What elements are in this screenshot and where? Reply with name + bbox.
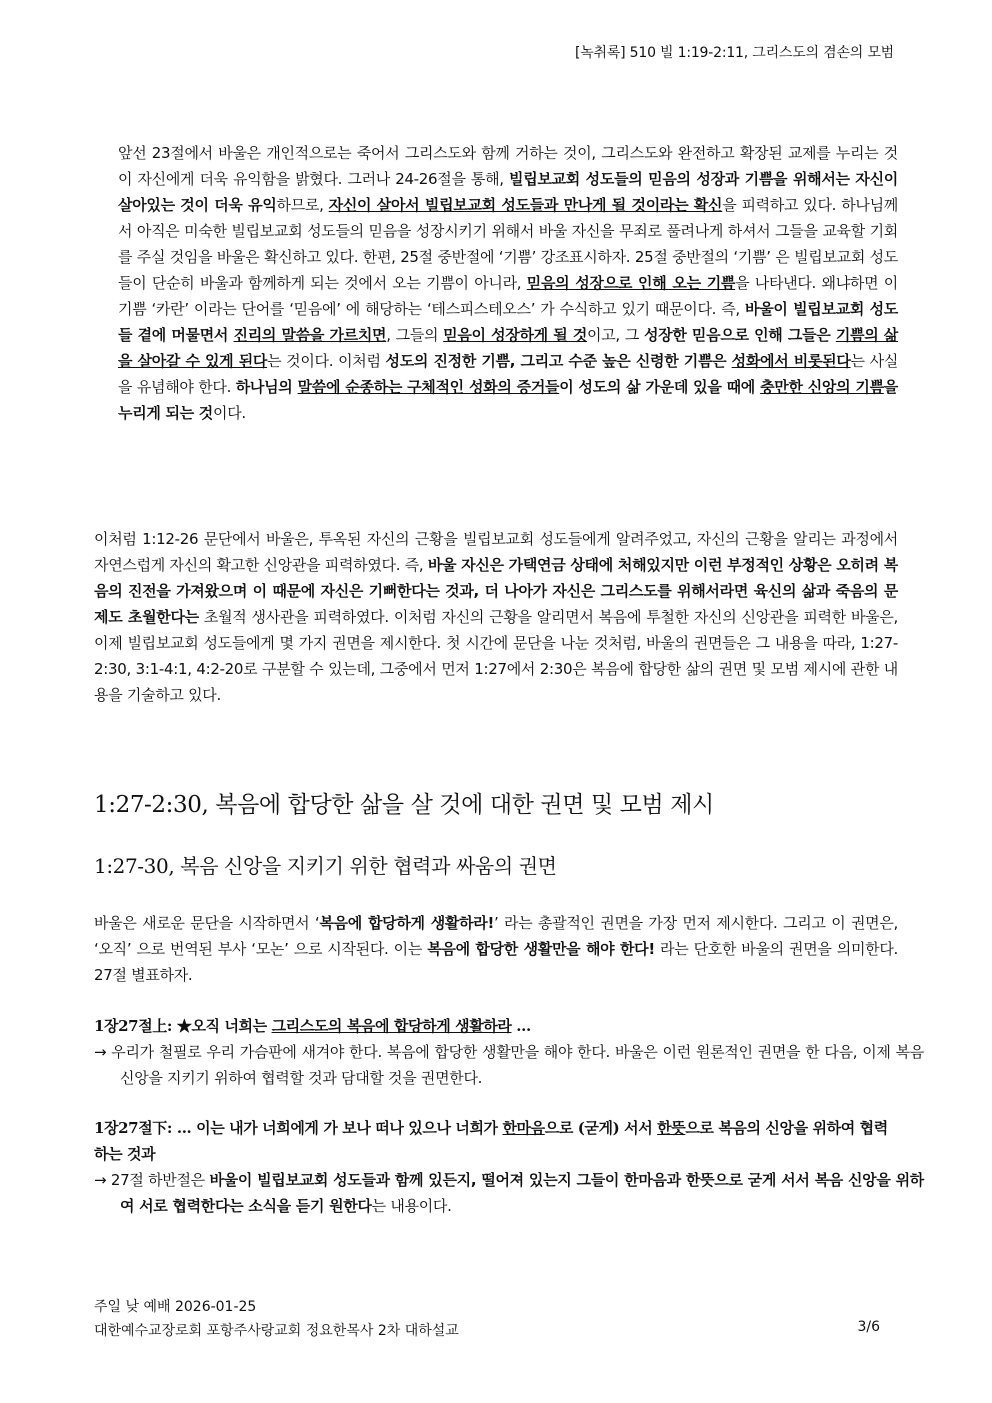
note-1-27a: → 우리가 철필로 우리 가슴판에 새겨야 한다. 복음에 합당한 생활만을 해야 한다. 바울은 이런 원론적인 권면을 한 다음, 이제 복음 신앙을 지키기 위하여 협력할 것과 담대할 것을 권면한다. [94, 1043, 924, 1087]
subsection-heading: 1:27-30, 복음 신앙을 지키기 위한 협력과 싸움의 권면 [94, 854, 557, 878]
paragraph-summary: 이처럼 1:12-26 문단에서 바울은, 투옥된 자신의 근황을 빌립보교회 성도들에게 알려주었고, 자신의 근황을 알리는 과정에서 자연스럽게 자신의 확고한 신앙관을 피력하였다. 즉, 바울 자신은 가택연금 상태에 처해있지만 이런 부정적인 상황은 오히려 복음의 진전을 가져왔으며 이 때문에 자신은 기뻐한다는 것과, 더 나아가 자신은 그리스도를 위해서라면 육신의 삶과 죽음의 문제도 초월한다는 초월적 생사관을 피력하였다. 이처럼 자신의 근황을 알리면서 복음에 투철한 자신의 신앙관을 피력한 바울은, 이제 빌립보교회 성도들에게 몇 가지 권면을 제시한다. 첫 시간에 문단을 나눈 것처럼, 바울의 권면들은 그 내용을 따라, 1:27-2:30, 3:1-4:1, 4:2-20로 구분할 수 있는데, 그중에서 먼저 1:27에서 2:30은 복음에 합당한 삶의 권면 및 모범 제시에 관한 내용을 기술하고 있다. [94, 530, 898, 704]
page-number: 3/6 [857, 1319, 880, 1335]
verse-1-27b: 1장27절下: ... 이는 내가 너희에게 가 보나 떠나 있으나 너희가 한마음으로 (굳게) 서서 한뜻으로 복음의 신앙을 위하여 협력하는 것과 [94, 1119, 888, 1163]
footer-church-info: 대한예수교장로회 포항주사랑교회 정요한목사 2차 대하설교 [94, 1323, 459, 1339]
footer [94, 1295, 459, 1343]
paragraph-joy-of-faith: 앞선 23절에서 바울은 개인적으로는 죽어서 그리스도와 함께 거하는 것이, 그리스도와 완전하고 확장된 교제를 누리는 것이 자신에게 더욱 유익함을 밝혔다. 그러나 24-26절을 통해, 빌립보교회 성도들의 믿음의 성장과 기쁨을 위해서는 자신이 살아있는 것이 더욱 유익하므로, 자신이 살아서 빌립보교회 성도들과 만나게 될 것이라는 확신을 피력하고 있다. 하나님께서 아직은 미숙한 빌립보교회 성도들의 믿음을 성장시키기 위해서 바울 자신을 무죄로 풀려나게 하셔서 그들을 교육할 기회를 주실 것임을 바울은 확신하고 있다. 한편, 25절 중반절에 ‘기쁨’ 강조표시하자. 25절 중반절의 ‘기쁨’ 은 빌립보교회 성도들이 단순히 바울과 함께하게 되는 것에서 오는 기쁨이 아니라, 믿음의 성장으로 인해 오는 기쁨을 나타낸다. 왜냐하면 이 기쁨 ‘카란’ 이라는 단어를 ‘믿음에’ 에 해당하는 ‘테스피스테오스’ 가 수식하고 있기 때문이다. 즉, 바울이 빌립보교회 성도들 곁에 머물면서 진리의 말씀을 가르치면, 그들의 믿음이 성장하게 될 것이고, 그 성장한 믿음으로 인해 그들은 기쁨의 삶을 살아갈 수 있게 된다는 것이다. 이처럼 성도의 진정한 기쁨, 그리고 수준 높은 신령한 기쁨은 성화에서 비롯된다는 사실을 유념해야 한다. 하나님의 말씀에 순종하는 구체적인 성화의 증거들이 성도의 삶 가운데 있을 때에 충만한 신앙의 기쁨을 누리게 되는 것이다. [118, 144, 899, 422]
note-1-27b: → 27절 하반절은 바울이 빌립보교회 성도들과 함께 있든지, 떨어져 있는지 그들이 한마음과 한뜻으로 굳게 서서 복음 신앙을 위하여 서로 협력한다는 소식을 듣기 원한다는 내용이다. [94, 1171, 924, 1215]
paragraph-exhortation: 바울은 새로운 문단을 시작하면서 ‘복음에 합당하게 생활하라!’ 라는 총괄적인 권면을 가장 먼저 제시한다. 그리고 이 권면은, ‘오직’ 으로 번역된 부사 ‘모논’ 으로 시작된다. 이는 복음에 합당한 생활만을 해야 한다! 라는 단호한 바울의 권면을 의미한다. 27절 별표하자. [94, 914, 898, 984]
footer-service-date: 주일 낮 예배 2026-01-25 [94, 1299, 257, 1315]
document-header: [녹취록] 510 빌 1:19-2:11, 그리스도의 겸손의 모범 [574, 45, 894, 61]
section-heading: 1:27-2:30, 복음에 합당한 삶을 살 것에 대한 권면 및 모범 제시 [94, 792, 714, 818]
verse-1-27a: 1장27절上: ★오직 너희는 그리스도의 복음에 합당하게 생활하라 ... [94, 1017, 531, 1035]
